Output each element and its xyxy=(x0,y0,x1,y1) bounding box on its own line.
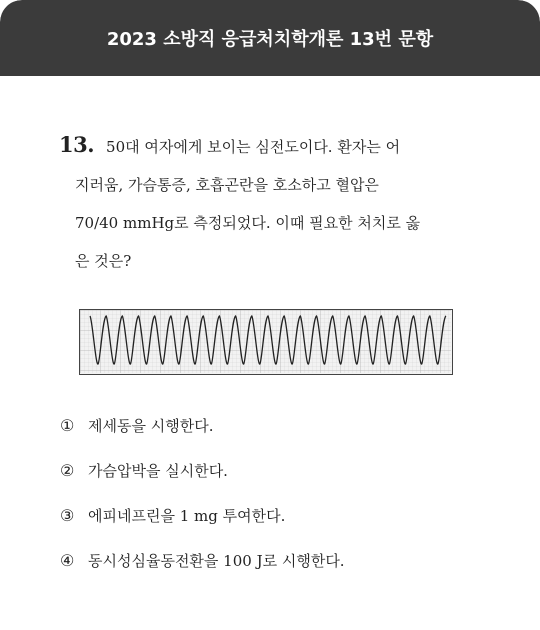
option-1-text: 제세동을 시행한다. xyxy=(88,416,214,435)
option-4-mark: ④ xyxy=(60,550,75,570)
header-title: 2023 소방직 응급처치학개론 13번 문항 xyxy=(106,29,434,50)
option-2[interactable] xyxy=(60,453,345,487)
option-3-mark: ③ xyxy=(60,505,75,525)
option-1-mark: ① xyxy=(60,415,75,435)
page-header xyxy=(0,0,540,76)
option-4[interactable] xyxy=(60,543,345,577)
question-line-3: 70/40 mmHg로 측정되었다. 이때 필요한 처치로 옳 xyxy=(75,214,421,232)
question-line-2: 지러움, 가슴통증, 호흡곤란을 호소하고 혈압은 xyxy=(75,176,379,194)
option-2-mark: ② xyxy=(60,460,75,480)
options-list xyxy=(60,408,345,588)
ecg-graph xyxy=(80,310,451,373)
ecg-grid xyxy=(80,310,451,373)
option-3-text: 에피네프린을 1 mg 투여한다. xyxy=(88,506,286,525)
question-text-1: 50대 여자에게 보이는 심전도이다. 환자는 어 xyxy=(106,138,401,156)
ecg-strip xyxy=(79,309,453,375)
question-block xyxy=(59,126,479,280)
question-line-4: 은 것은? xyxy=(75,252,132,270)
question-number: 13. xyxy=(59,132,95,157)
option-2-text: 가슴압박을 실시한다. xyxy=(88,461,228,480)
option-1[interactable] xyxy=(60,408,345,442)
question-line-1 xyxy=(59,126,479,166)
option-4-text: 동시성심율동전환을 100 J로 시행한다. xyxy=(88,551,345,570)
option-3[interactable] xyxy=(60,498,345,532)
